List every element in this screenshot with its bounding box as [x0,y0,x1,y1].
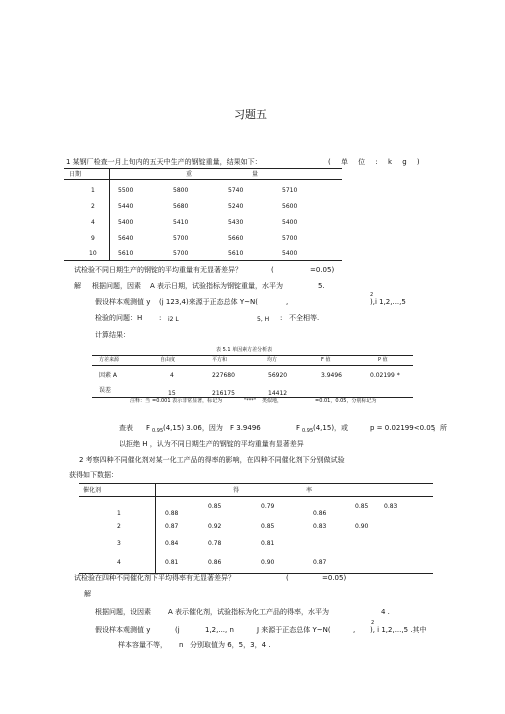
anova-caption: 表 5.1 单因素方差分析表 [216,347,273,353]
catalyst-cell: 0.79 [261,503,275,510]
conclusion-line: ，所 [433,424,447,432]
anova-header: 平方和 [212,357,228,363]
calc-result-label: 计算结果： [95,331,130,339]
anova-cell: 56920 [268,372,288,379]
solution-line: 1,2,..., n [205,626,234,634]
hypothesis-line: 检验的问题：H [95,314,143,322]
solution-line: 假设样本观测值 y [95,626,151,634]
table-cell: 5740 [228,187,244,194]
problem2-text: 2 考察四种不同催化剂对某一化工产品的得率的影响，在四种不同催化剂下分别做试验 [79,456,345,464]
table-cell: 5710 [282,187,298,194]
conclusion-line: p = 0.02199<0.05 [370,424,436,432]
solution-line: ), i 1,2,...,5 .其中 [370,626,427,634]
table-header-weight-2: 量 [252,171,259,178]
solution-line: (j 123,4)来源于正态总体 Y~N( [159,298,259,306]
conclusion-line: 0.95 [152,428,164,434]
catalyst-cell: 0.90 [355,523,369,530]
anova-header: 方差来源 [99,357,120,363]
hypothesis-line: 5, H [257,316,270,323]
catalyst-cell: 1 [117,510,121,517]
catalyst-cell: 0.87 [313,559,327,566]
catalyst-cell: 0.86 [313,510,327,517]
catalyst-cell: 0.78 [208,540,222,547]
alpha-value: =0.05) [310,266,335,274]
anova-cell: 0.02199 * [370,372,400,379]
solution-line: 假设样本观测值 y [95,298,151,306]
solution-line: 根据问题，设因素 [95,608,151,616]
anova-note: "***" [244,398,257,404]
table-cell: 5440 [118,203,134,210]
catalyst-cell: 0.84 [165,540,179,547]
anova-note: =0.001 表示非常显著，标记为 [152,398,223,404]
hypothesis-line: i2 L [168,316,179,323]
problem2-ask: 试检验在四种不同催化剂下平均得率有无显著差异？ [74,574,235,582]
anova-cell: 因素 A [99,372,118,379]
solution-line: n [179,641,184,649]
problem1-text: 1 某钢厂检查一月上旬内的五天中生产的钢锭重量，结果如下： [66,158,262,166]
conclusion-line: 0.95 [302,428,314,434]
table-cell: 5500 [118,187,134,194]
solution-line: J 来源于正态总体 Y~N( [257,626,331,634]
table-header-weight: 重 [186,171,193,178]
anova-cell: 15 [168,390,176,397]
catalyst-cell: 2 [117,523,121,530]
solution-line: (j [175,626,180,634]
anova-header: 均方 [267,357,278,363]
table-cell: 5610 [118,250,134,257]
catalyst-header: 得 [233,487,240,494]
solution-line: 根据问题，因素 [92,282,141,290]
superscript: 2 [371,620,375,626]
table-cell: 4 [91,219,95,226]
table-cell: 5610 [228,250,244,257]
problem1-ask: 试检验不同日期生产的钢锭的平均重量有无显著差异？ [74,266,242,274]
table-cell: 5700 [173,235,189,242]
table-cell: 5430 [228,219,244,226]
conclusion-line: 查表 [119,424,133,432]
table-cell: 5700 [282,235,298,242]
catalyst-cell: 3 [117,540,121,547]
solution-line: , [286,298,289,306]
conclusion-line: (4,15)，或 [313,424,349,432]
anova-cell: 4 [170,372,174,379]
solution-line: 5. [318,282,325,290]
catalyst-cell: 0.83 [384,503,398,510]
anova-cell: 227680 [212,372,235,379]
solution-line: A 表示催化剂，试验指标为化工产品的得率，水平为 [168,608,330,616]
catalyst-cell: 0.86 [208,559,222,566]
catalyst-cell: 0.83 [313,523,327,530]
table-cell: 5410 [173,219,189,226]
table-cell: 5400 [282,250,298,257]
table-cell: 5400 [282,219,298,226]
alpha-open: ( [271,266,274,274]
anova-header: P 值 [378,357,388,363]
table-cell: 9 [91,235,95,242]
anova-cell: 误差 [99,387,112,394]
conclusion-line: F 3.9496 [230,424,261,432]
conclusion-line: F [296,424,301,432]
anova-header: F 值 [321,357,331,363]
catalyst-header: 率 [306,487,313,494]
hypothesis-line: : [159,314,162,322]
catalyst-cell: 4 [117,559,121,566]
table-cell: 5400 [118,219,134,226]
table-cell: 5700 [173,250,189,257]
catalyst-cell: 0.88 [165,510,179,517]
anova-note: =0.01，0.05，分别标记为 [315,398,377,404]
table-header-date: 日期 [69,171,82,178]
alpha-open: ( [286,574,289,582]
hypothesis-line: 不全相等. [289,314,320,322]
catalyst-cell: 0.85 [261,523,275,530]
table-cell: 5640 [118,235,134,242]
table-cell: 5660 [228,235,244,242]
catalyst-cell: 0.87 [165,523,179,530]
anova-cell: 216175 [212,390,235,397]
catalyst-cell: 0.92 [208,523,222,530]
anova-cell: 14412 [268,390,288,397]
superscript: 2 [370,292,374,298]
catalyst-cell: 0.81 [261,540,275,547]
solution-label: 解 [74,282,81,290]
catalyst-cell: 0.85 [208,503,222,510]
alpha-value: =0.05) [322,574,347,582]
table-cell: 2 [91,203,95,210]
catalyst-header: 催化剂 [83,487,102,494]
conclusion-line: (4,15) 3.06，因为 [163,424,223,432]
problem2-text: 获得如下数据： [69,471,118,479]
conclusion-line: 以拒绝 H ，认为不同日期生产的钢锭的平均重量有显著差异 [119,440,304,448]
table-cell: 1 [91,187,95,194]
solution-line: ),i 1,2,...,5 [370,298,406,306]
solution-line: 样本容量不等， [118,641,167,649]
catalyst-cell: 0.81 [165,559,179,566]
anova-note: 类似地， [262,398,283,404]
catalyst-cell: 0.90 [261,559,275,566]
solution-line: 4 . [381,608,390,616]
anova-cell: 3.9496 [321,372,342,379]
table-cell: 5600 [282,203,298,210]
table-cell: 5240 [228,203,244,210]
table-cell: 5680 [173,203,189,210]
page-title: 习题五 [234,108,267,121]
conclusion-line: F [146,424,151,432]
hypothesis-line: : [280,314,283,322]
anova-header: 自由度 [160,357,176,363]
table-cell: 5800 [173,187,189,194]
catalyst-cell: 0.85 [355,503,369,510]
solution-label: 解 [84,590,91,598]
solution-line: , [353,626,356,634]
solution-line: 分别取值为 6，5，3，4 . [190,641,271,649]
table-cell: 10 [89,250,97,257]
anova-note: 注释：当 [130,398,151,404]
solution-line: A 表示日期，试验指标为钢锭重量，水平为 [150,282,284,290]
problem1-unit: ( 单 位 : k g ) [328,158,420,166]
